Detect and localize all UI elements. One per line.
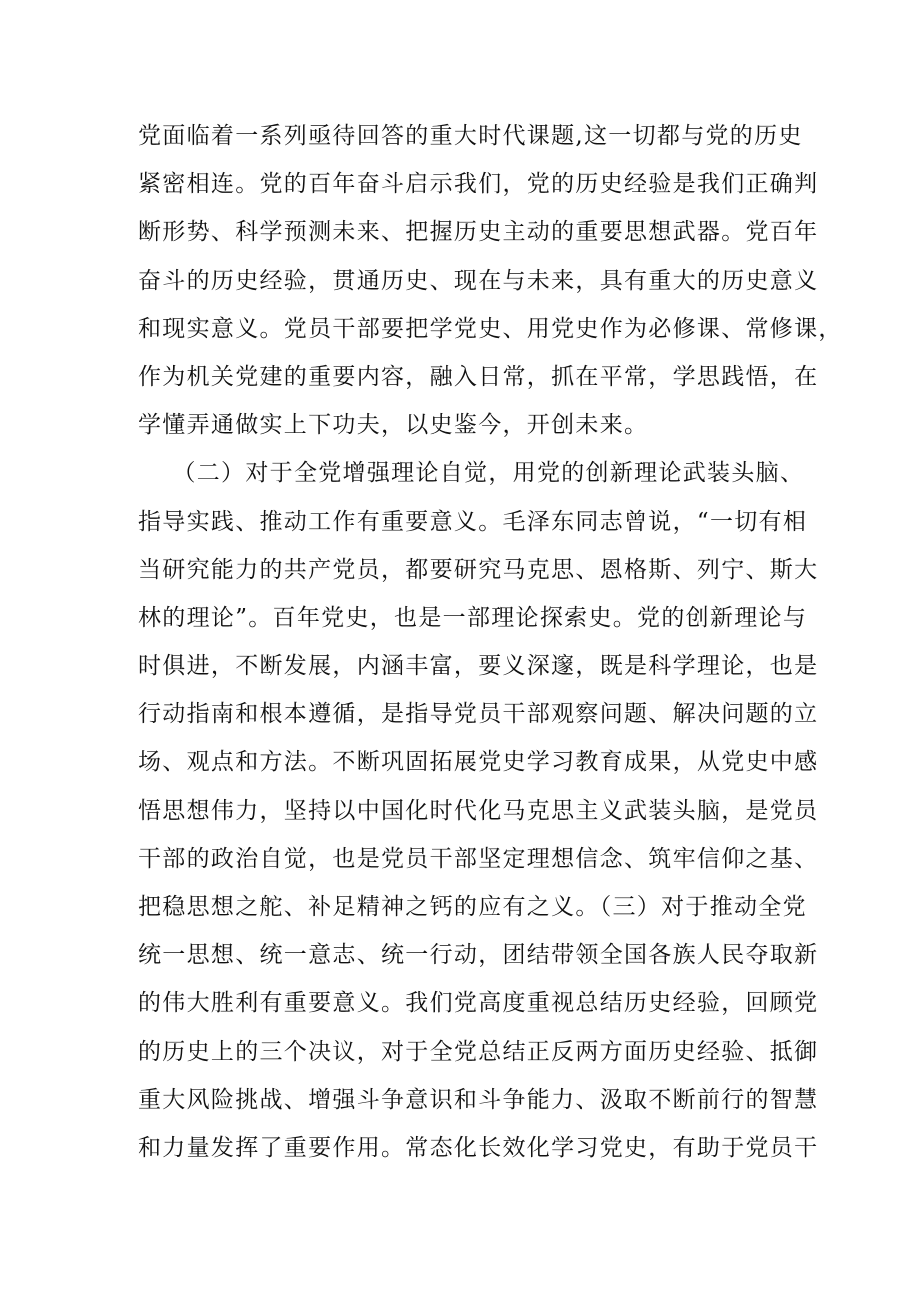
- body-text: [138, 112, 843, 1172]
- text-line: 的伟大胜利有重要意义。我们党高度重视总结历史经验，回顾党: [138, 990, 819, 1017]
- text-line: 指导实践、推动工作有重要意义。毛泽东同志曾说，“一切有相: [138, 508, 808, 535]
- text-line: 奋斗的历史经验，贯通历史、现在与未来，具有重大的历史意义: [138, 267, 819, 294]
- text-line: 行动指南和根本遵循，是指导党员干部观察问题、解决问题的立: [138, 701, 819, 728]
- text-line: 学懂弄通做实上下功夫，以史鉴今，开创未来。: [138, 412, 649, 439]
- text-line: 紧密相连。党的百年奋斗启示我们，党的历史经验是我们正确判: [138, 171, 819, 198]
- text-line: 重大风险挑战、增强斗争意识和斗争能力、汲取不断前行的智慧: [138, 1086, 819, 1113]
- text-line: 的历史上的三个决议，对于全党总结正反两方面历史经验、抵御: [138, 1038, 819, 1065]
- text-line: 和现实意义。党员干部要把学党史、用党史作为必修课、常修课，: [138, 315, 843, 342]
- text-line: 当研究能力的共产党员，都要研究马克思、恩格斯、列宁、斯大: [138, 556, 819, 583]
- text-line: 干部的政治自觉，也是党员干部坚定理想信念、筑牢信仰之基、: [138, 845, 819, 872]
- text-line: 断形势、科学预测未来、把握历史主动的重要思想武器。党百年: [138, 219, 819, 246]
- text-line: （二）对于全党增强理论自觉，用党的创新理论武装头脑、: [138, 460, 805, 487]
- text-line: 场、观点和方法。不断巩固拓展党史学习教育成果，从党史中感: [138, 749, 819, 776]
- text-line: 把稳思想之舵、补足精神之钙的应有之义。（三）对于推动全党: [138, 894, 807, 920]
- text-line: 和力量发挥了重要作用。常态化长效化学习党史，有助于党员干: [138, 1134, 819, 1161]
- text-line: 悟思想伟力，坚持以中国化时代化马克思主义武装头脑，是党员: [138, 797, 819, 824]
- text-line: 作为机关党建的重要内容，融入日常，抓在平常，学思践悟，在: [138, 363, 819, 390]
- text-line: 时俱进，不断发展，内涵丰富，要义深邃，既是科学理论，也是: [138, 653, 819, 680]
- text-line: 林的理论”。百年党史，也是一部理论探索史。党的创新理论与: [138, 604, 808, 631]
- text-line: 党面临着一系列亟待回答的重大时代课题,这一切都与党的历史: [138, 123, 803, 149]
- text-line: 统一思想、统一意志、统一行动，团结带领全国各族人民夺取新: [138, 942, 819, 969]
